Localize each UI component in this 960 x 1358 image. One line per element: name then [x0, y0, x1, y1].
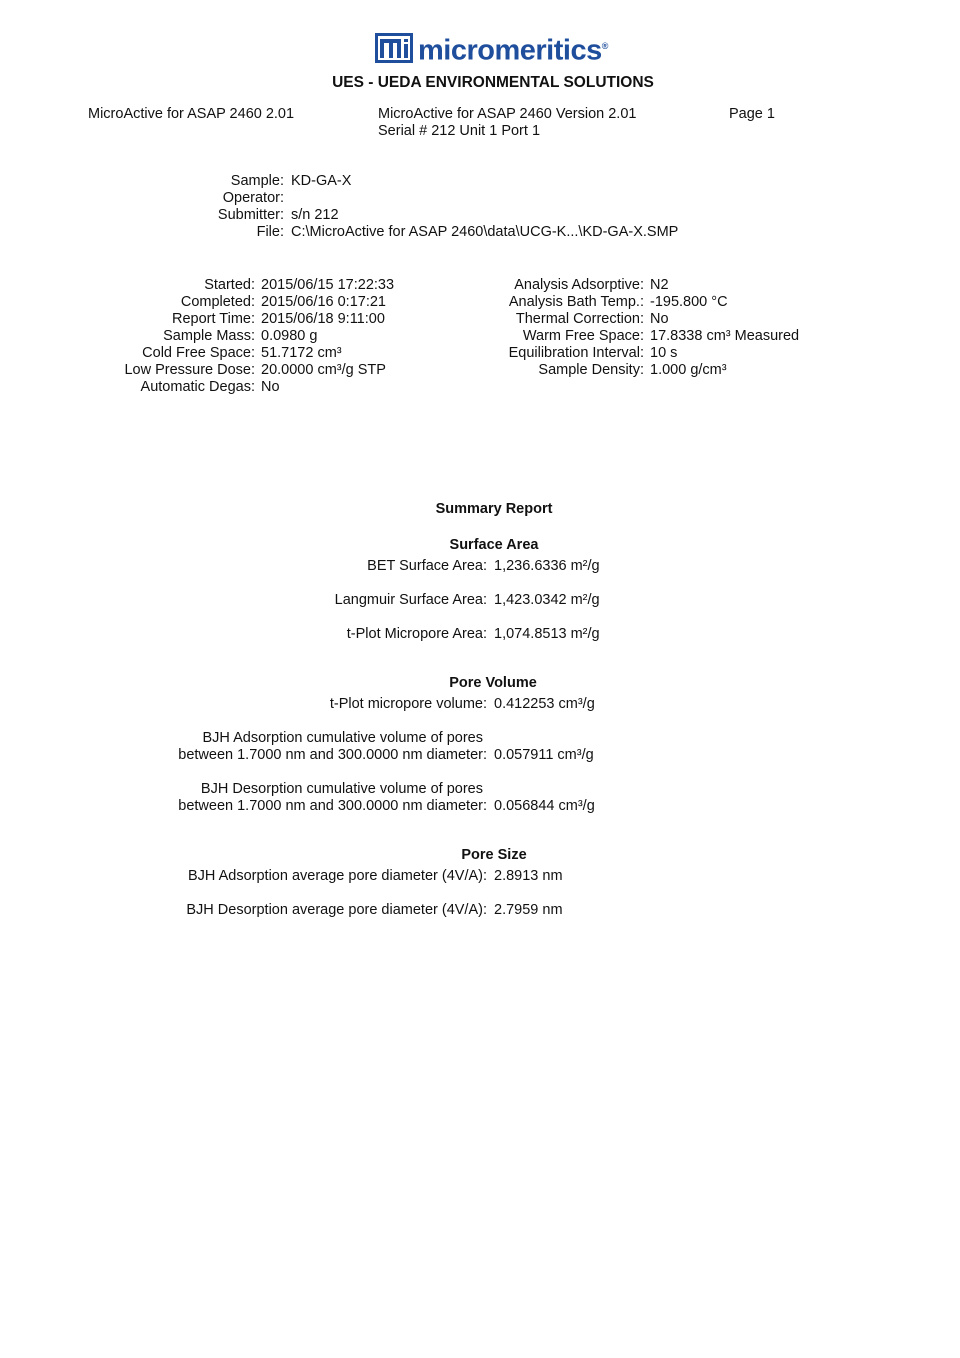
operator-label: Operator:: [222, 190, 284, 206]
instrument-serial: Serial # 212 Unit 1 Port 1: [378, 123, 541, 139]
param-value: 2015/06/16 0:17:21: [261, 294, 386, 310]
param-label: Started:: [204, 277, 255, 293]
param-value: No: [650, 311, 669, 327]
micropore-volume-label: t-Plot micropore volume:: [329, 696, 487, 712]
langmuir-value: 1,423.0342 m²/g: [494, 592, 600, 608]
bjh-des-diameter-value: 2.7959 nm: [494, 902, 563, 918]
bjh-ads-diameter-label: BJH Adsorption average pore diameter (4V/A):: [187, 868, 487, 884]
tplot-area-value: 1,074.8513 m²/g: [494, 626, 600, 642]
param-value: 1.000 g/cm³: [650, 362, 727, 378]
bjh-des-volume-label-line2: between 1.7000 nm and 300.0000 nm diameter:: [178, 798, 487, 814]
page-number: Page 1: [729, 106, 775, 122]
bet-label: BET Surface Area:: [367, 558, 487, 574]
param-label: Automatic Degas:: [140, 379, 255, 395]
summary-report-title: Summary Report: [435, 501, 553, 517]
param-label: Low Pressure Dose:: [124, 362, 255, 378]
param-label: Completed:: [180, 294, 255, 310]
bjh-ads-volume-label-line2: between 1.7000 nm and 300.0000 nm diameter:: [178, 747, 487, 763]
micromeritics-mark-icon: [375, 33, 413, 63]
file-label: File:: [256, 224, 284, 240]
param-label: Thermal Correction:: [515, 311, 644, 327]
langmuir-label: Langmuir Surface Area:: [334, 592, 487, 608]
company-name: UES - UEDA ENVIRONMENTAL SOLUTIONS: [332, 74, 654, 91]
submitter-label: Submitter:: [217, 207, 284, 223]
param-label: Cold Free Space:: [142, 345, 255, 361]
surface-area-heading: Surface Area: [449, 537, 539, 553]
tplot-area-label: t-Plot Micropore Area:: [346, 626, 487, 642]
bjh-des-diameter-label: BJH Desorption average pore diameter (4V/A):: [186, 902, 487, 918]
logo-wordmark: micromeritics®: [418, 34, 608, 67]
param-value: 2015/06/18 9:11:00: [261, 311, 385, 327]
param-value: 2015/06/15 17:22:33: [261, 277, 395, 293]
bjh-ads-diameter-value: 2.8913 nm: [494, 868, 563, 884]
software-name: MicroActive for ASAP 2460 2.01: [88, 106, 295, 122]
param-value: No: [261, 379, 280, 395]
sample-label: Sample:: [230, 173, 284, 189]
param-label: Equilibration Interval:: [508, 345, 644, 361]
pore-size-heading: Pore Size: [461, 847, 527, 863]
file-value: C:\MicroActive for ASAP 2460\data\UCG-K...\KD-GA-X.SMP: [291, 224, 679, 240]
bjh-ads-volume-value: 0.057911 cm³/g: [494, 747, 594, 763]
param-value: N2: [650, 277, 669, 293]
submitter-value: s/n 212: [291, 207, 339, 223]
bet-value: 1,236.6336 m²/g: [494, 558, 600, 574]
sample-value: KD-GA-X: [291, 173, 352, 189]
param-label: Sample Density:: [538, 362, 644, 378]
param-label: Sample Mass:: [163, 328, 255, 344]
param-value: 17.8338 cm³ Measured: [650, 328, 800, 344]
param-value: 10 s: [650, 345, 678, 361]
bjh-des-volume-label-line1: BJH Desorption cumulative volume of pores: [200, 781, 483, 797]
micromeritics-logo: [375, 31, 608, 65]
bjh-ads-volume-label-line1: BJH Adsorption cumulative volume of pores: [202, 730, 483, 746]
param-label: Warm Free Space:: [522, 328, 644, 344]
param-value: 51.7172 cm³: [261, 345, 342, 361]
param-value: -195.800 °C: [650, 294, 728, 310]
param-value: 20.0000 cm³/g STP: [261, 362, 386, 378]
bjh-des-volume-value: 0.056844 cm³/g: [494, 798, 595, 814]
software-version: MicroActive for ASAP 2460 Version 2.01: [378, 106, 637, 122]
param-label: Report Time:: [172, 311, 255, 327]
micropore-volume-value: 0.412253 cm³/g: [494, 696, 595, 712]
param-label: Analysis Adsorptive:: [514, 277, 644, 293]
param-label: Analysis Bath Temp.:: [508, 294, 644, 310]
pore-volume-heading: Pore Volume: [449, 675, 537, 691]
param-value: 0.0980 g: [261, 328, 318, 344]
